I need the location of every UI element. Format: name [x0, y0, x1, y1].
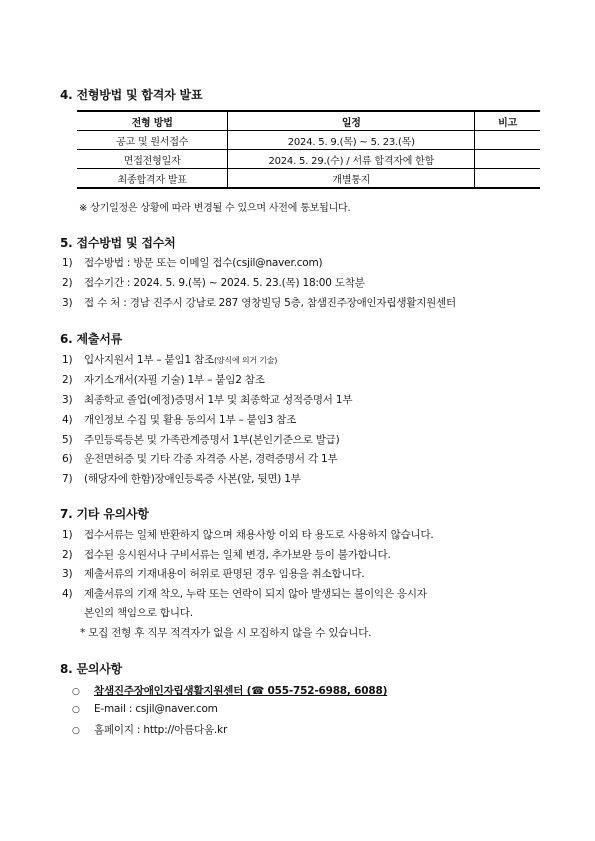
list-item	[62, 547, 391, 562]
list-text: 최종학교 졸업(예정)증명서 1부 및 최종학교 성적증명서 1부	[84, 394, 353, 406]
table-header-cell: 일정	[228, 111, 475, 131]
list-text: 제출서류의 기재내용이 허위로 판명된 경우 임용을 취소합니다.	[84, 568, 365, 580]
schedule-table	[77, 110, 540, 189]
section-7-title: 7. 기타 유의사항	[60, 507, 149, 521]
list-number: 2)	[62, 549, 73, 561]
schedule-note: ※ 상기일정은 상황에 따라 변경될 수 있으며 사전에 통보됩니다.	[79, 203, 351, 214]
list-item	[62, 255, 322, 270]
list-text: 접 수 처 : 경남 진주시 강남로 287 영창빌딩 5층, 참샘진주장애인자립생활지원센터	[84, 297, 457, 309]
list-item	[62, 527, 434, 542]
circle-bullet-icon: ○	[72, 726, 80, 736]
list-item	[62, 566, 364, 581]
list-number: 1)	[62, 257, 73, 269]
table-cell: 면접전형일자	[77, 150, 228, 169]
list-number: 1)	[62, 354, 73, 366]
section-6-title: 6. 제출서류	[60, 332, 123, 346]
list-number: 3)	[62, 568, 73, 580]
circle-bullet-icon: ○	[72, 705, 80, 715]
table-cell: 2024. 5. 9.(목) ~ 5. 23.(목)	[228, 131, 475, 150]
list-text: 접수기간 : 2024. 5. 9.(목) ~ 2024. 5. 23.(목) 18:00 도착분	[84, 277, 365, 289]
list-number: 4)	[62, 588, 73, 600]
list-number: 3)	[62, 394, 73, 406]
list-item	[72, 703, 218, 715]
table-row	[77, 150, 540, 169]
table-cell	[475, 169, 540, 189]
list-item	[72, 722, 227, 737]
table-header-row	[77, 111, 540, 131]
section-5-title: 5. 접수방법 및 접수처	[60, 236, 176, 250]
circle-bullet-icon: ○	[72, 687, 80, 697]
list-number: 7)	[62, 473, 73, 485]
table-cell: 최종합격자 발표	[77, 169, 228, 189]
list-item	[72, 683, 387, 698]
list-item	[62, 275, 365, 290]
list-text: 접수방법 : 방문 또는 이메일 접수(csjil@naver.com)	[84, 257, 323, 269]
section-4-title: 4. 전형방법 및 합격자 발표	[60, 88, 203, 102]
list-item	[62, 432, 340, 447]
list-text: 입사지원서 1부 – 붙임1 참조	[84, 354, 214, 366]
list-text: 운전면허증 및 기타 각종 자격증 사본, 경력증명서 각 1부	[84, 453, 338, 465]
list-number: 3)	[62, 297, 73, 309]
table-cell	[475, 131, 540, 150]
table-cell: 2024. 5. 29.(수) / 서류 합격자에 한함	[228, 150, 475, 169]
list-text: 개인정보 수집 및 활용 동의서 1부 – 붙임3 참조	[84, 414, 297, 426]
list-number: 2)	[62, 374, 73, 386]
list-item	[62, 471, 301, 486]
section-7-note: * 모집 전형 후 직무 적격자가 없을 시 모집하지 않을 수 있습니다.	[80, 627, 372, 639]
list-number: 6)	[62, 453, 73, 465]
list-item	[62, 586, 427, 601]
contact-homepage[interactable]: 홈페이지 : http://아름다움.kr	[94, 724, 228, 736]
list-item	[62, 352, 277, 367]
list-text: (해당자에 한함)장애인등록증 사본(앞, 뒷면) 1부	[84, 473, 301, 485]
table-cell: 개별통지	[228, 169, 475, 189]
contact-email[interactable]: E-mail : csjil@naver.com	[94, 703, 218, 715]
list-text: 자기소개서(자필 기술) 1부 – 붙임2 참조	[84, 374, 265, 386]
list-item	[62, 372, 265, 387]
list-item	[62, 451, 337, 466]
list-text: 접수서류는 일체 반환하지 않으며 채용사항 이외 타 용도로 사용하지 않습니다.	[84, 529, 434, 541]
list-item	[62, 412, 296, 427]
table-header-cell: 비고	[475, 111, 540, 131]
list-item	[62, 392, 352, 407]
list-item-continuation: 본인의 책임으로 합니다.	[84, 607, 193, 619]
list-item	[62, 295, 456, 310]
section-8-title: 8. 문의사항	[60, 662, 123, 676]
list-text: 접수된 응시원서나 구비서류는 일체 변경, 추가보완 등이 불가합니다.	[84, 549, 391, 561]
table-cell: 공고 및 원서접수	[77, 131, 228, 150]
list-small-note: (양식에 의거 기술)	[214, 356, 278, 365]
list-text: 제출서류의 기재 착오, 누락 또는 연락이 되지 않아 발생되는 불이익은 응시자	[84, 588, 427, 600]
list-number: 5)	[62, 434, 73, 446]
contact-center: 참샘진주장애인자립생활지원센터 (☎ 055-752-6988, 6088)	[94, 685, 388, 697]
table-row	[77, 131, 540, 150]
list-text: 주민등록등본 및 가족관계증명서 1부(본인기준으로 발급)	[84, 434, 340, 446]
list-number: 2)	[62, 277, 73, 289]
list-number: 1)	[62, 529, 73, 541]
table-header-cell: 전형 방법	[77, 111, 228, 131]
table-row	[77, 169, 540, 189]
list-number: 4)	[62, 414, 73, 426]
table-cell	[475, 150, 540, 169]
